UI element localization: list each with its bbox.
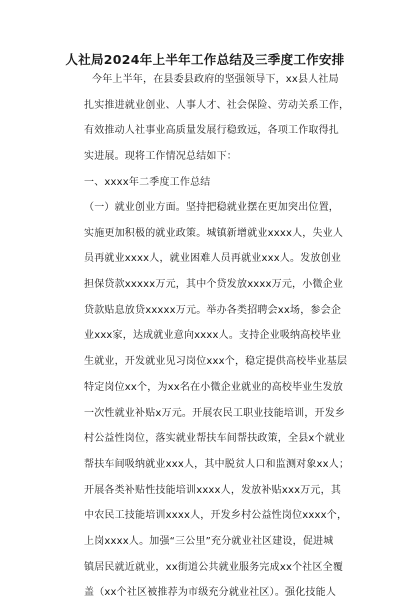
text-line: 生就业，开发就业见习岗位xxx个，稳定提供高校毕业基层 (84, 356, 348, 368)
text-line: 员再就业xxxx人，就业困难人员再就业xxx人。发放创业 (84, 253, 342, 265)
text-line: 镇居民就近就业，xx街道公共就业服务完成xx个社区全覆 (84, 561, 344, 573)
text-line: 实施更加积极的就业政策。城镇新增就业xxxx人，失业人 (84, 227, 344, 239)
text-line: 扎实推进就业创业、人事人才、社会保险、劳动关系工作， (84, 99, 350, 111)
text-line: 担保贷款xxxxx万元，其中个贷发放xxxx万元，小微企业 (84, 279, 344, 291)
text-line: 贷款贴息放贷xxxxx万元。举办各类招聘会xx场，参会企 (84, 304, 342, 316)
text-line: 中农民工技能培训xxxx人，开发乡村公益性岗位xxxx个， (84, 510, 348, 522)
text-line: 帮扶车间吸纳就业xxx人，其中脱贫人口和监测对象xx人； (84, 458, 350, 470)
text-line: 实进展。现将工作情况总结如下： (84, 151, 237, 163)
text-line: 特定岗位xx个，为xx名在小微企业就业的高校毕业生发放 (84, 381, 344, 393)
text-line: 村公益性岗位，落实就业帮扶车间帮扶政策，全县x个就业 (84, 433, 346, 445)
text-line: 一次性就业补贴x万元。开展农民工职业技能培训，开发乡 (84, 407, 346, 419)
text-line: 有效推动人社事业高质量发展行稳致远，各项工作取得扎 (84, 125, 339, 137)
text-line: （一）就业创业方面。坚持把稳就业摆在更加突出位置， (84, 202, 339, 213)
document-title: 人社局2024年上半年工作总结及三季度工作安排 (65, 52, 345, 67)
text-line: 开展各类补贴性技能培训xxxx人，发放补贴xxx万元，其 (84, 484, 342, 496)
intro-paragraph (84, 67, 352, 195)
text-line: 盖（xx个社区被推荐为市级充分就业社区）。强化技能人 (84, 587, 337, 599)
section-heading: 一、xxxx年二季度工作总结 (84, 176, 211, 188)
body-paragraph (84, 195, 352, 606)
text-line: 上岗xxxx人。加强“三公里”充分就业社区建设，促进城 (84, 535, 334, 547)
text-line: 业xxx家，达成就业意向xxxx人。支持企业吸纳高校毕业 (84, 330, 342, 342)
text-line: 今年上半年，在县委县政府的坚强领导下，xx县人社局 (92, 74, 339, 85)
